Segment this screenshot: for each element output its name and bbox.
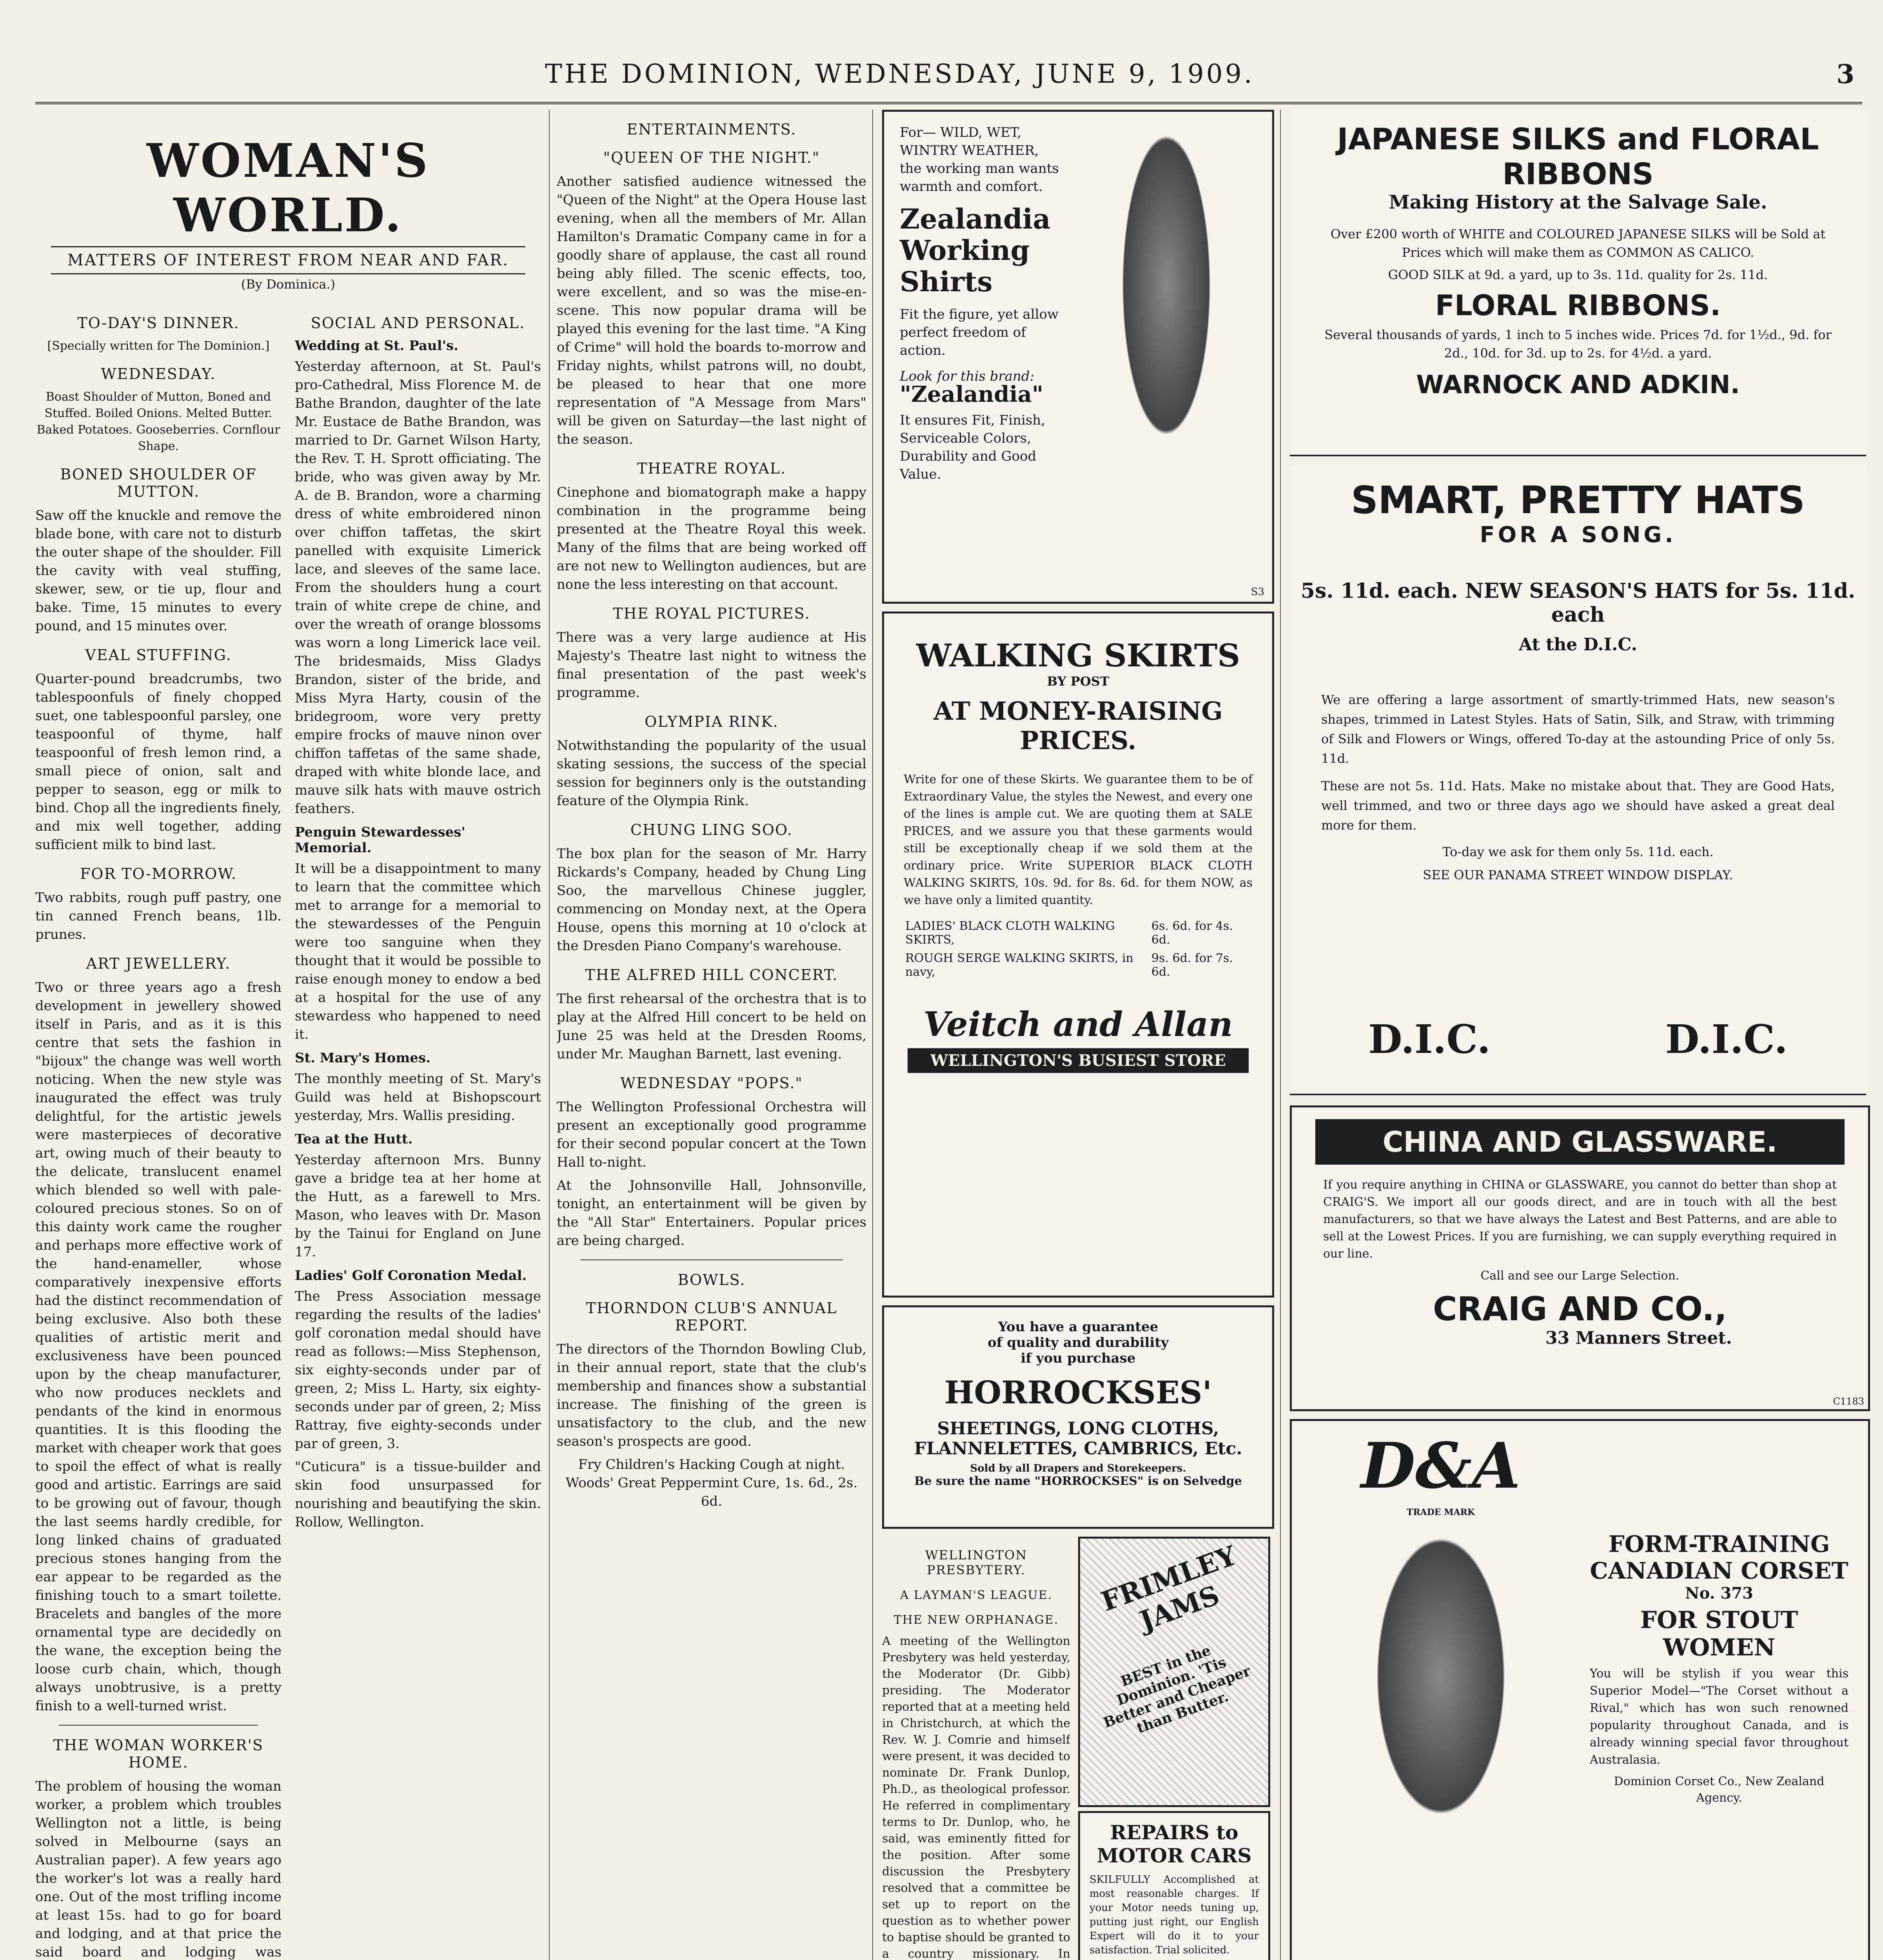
ad-body: You will be stylish if you wear this Superior Model—"The Corset without a Rival," which has won such renowned popularity throughout Canada, and is already winning special favor throughout Australasia.	[1590, 1667, 1848, 1767]
ad-line: Look for this brand:	[900, 368, 1035, 384]
ad-body: SKILFULLY Accomplished at most reasonable charges. If your Motor needs tuning up, putting just right, our English Expert will do it to your satisfaction. Trial solicited.	[1089, 1874, 1259, 1956]
subheading: THE NEW ORPHANAGE.	[893, 1613, 1059, 1627]
corset-ad	[1290, 1419, 1870, 1960]
ad-line: It ensures Fit, Finish, Serviceable Colors, Durability and Good Value.	[900, 412, 1046, 482]
womans-world-left-column	[35, 303, 281, 1960]
ad-text	[900, 123, 1064, 483]
ad-line: TRADE MARK	[1406, 1507, 1475, 1517]
ad-heading: FOR STOUT WOMEN	[1640, 1606, 1798, 1661]
ad-line: the working man wants warmth and comfort.	[900, 161, 1059, 194]
ad-heading: SMART, PRETTY HATS	[1351, 478, 1805, 522]
paragraph: It will be a disappointment to many to learn that the committee which met to arrange for a memorial to the stewardesses of the Penguin were too sanguine when they thought that it would be possible to raise enough money to endow a bed at a hospital for the use of any stewardess who happened to need it.	[295, 861, 541, 1042]
ad-subheading: Making History at the Salvage Sale.	[1389, 191, 1767, 213]
section-heading: ENTERTAINMENTS.	[626, 121, 797, 138]
craig-china-ad	[1290, 1105, 1870, 1411]
column-rule	[872, 110, 873, 1960]
paragraph: Yesterday afternoon Mrs. Bunny gave a bridge tea at her home at the Hutt, as a farewell to Mrs. Mason, who leaves with Dr. Mason by the Tainui for England on June 17.	[295, 1152, 541, 1260]
paragraph: Yesterday afternoon, at St. Paul's pro-Cathedral, Miss Florence M. de Bathe Brandon, daughter of the late Mr. Eustace de Bathe Brandon, was married to Dr. Garnet Wilson Harty, the Rev. T. H. Sprott officiating. The bride, who was given away by Mr. A. de B. Brandon, wore a charming dress of white embroidered ninon over chiffon taffetas, the skirt panelled with exquisite Limerick lace, and sleeves of the same lace. From the shoulders hung a court train of white crepe de chine, and over the wreath of orange blossoms was worn a long Limerick lace veil. The bridesmaids, Miss Gladys Brandon, sister of the bride, and Miss Myra Harty, cousin of the bridegroom, wore very pretty empire frocks of mauve ninon over chiffon taffetas of the same shade, draped with white blonde lace, and mauve silk hats with mauve ostrich feathers.	[295, 359, 541, 817]
price-row	[904, 949, 1249, 981]
ad-line: SHEETINGS, LONG CLOTHS, FLANNELETTES, CAMBRICS, Etc.	[914, 1419, 1242, 1459]
store-banner: WELLINGTON'S BUSIEST STORE	[908, 1048, 1249, 1073]
ad-text	[1590, 1531, 1848, 1811]
article-heading: OLYMPIA RINK.	[645, 713, 779, 730]
masthead-title: THE DOMINION, WEDNESDAY, JUNE 9, 1909.	[545, 59, 1255, 89]
subheading: A LAYMAN'S LEAGUE.	[900, 1588, 1053, 1602]
ad-line: Call and see our Large Selection.	[1480, 1269, 1680, 1283]
ad-heading: FORM-TRAINING CANADIAN CORSET	[1590, 1531, 1848, 1584]
item: ROUGH SERGE WALKING SKIRTS, in navy,	[905, 951, 1133, 979]
paragraph: Two rabbits, rough puff pastry, one tin canned French beans, 1lb. prunes.	[35, 890, 281, 942]
ad-line: No. 373	[1685, 1584, 1753, 1602]
article-heading: THE ALFRED HILL CONCERT.	[585, 966, 838, 984]
zealandia-ad	[882, 110, 1274, 604]
note: [Specially written for The Dominion.]	[47, 339, 270, 353]
ad-heading: REPAIRS to MOTOR CARS	[1097, 1821, 1252, 1867]
walking-skirts-ad	[882, 612, 1274, 1298]
section-heading: BOWLS.	[677, 1271, 746, 1289]
worker-illustration	[1080, 127, 1253, 578]
ad-line: if you purchase	[1020, 1350, 1136, 1366]
brand: Zealandia Working Shirts	[900, 203, 1051, 298]
divider	[59, 1725, 258, 1726]
price: 6s. 6d. for 4s. 6d.	[1151, 919, 1233, 947]
womans-world-right-column	[295, 303, 541, 1960]
ad-body: If you require anything in CHINA or GLASSWARE, you cannot do better than shop at CRAIG'S. We import all our goods direct, and are in touch with all the best manufacturers, so that we have always the Latest and Best Patterns, and are able to sell at the Lowest Prices. If you are furnishing, we can supply everything required in our line.	[1323, 1178, 1837, 1261]
article-heading: SOCIAL AND PERSONAL.	[311, 314, 525, 332]
article-heading: TO-DAY'S DINNER.	[77, 314, 240, 332]
paragraph: "Cuticura" is a tissue-builder and skin food unsurpassed for nourishing and beautifying the skin. Rollow, Wellington.	[295, 1459, 541, 1530]
paragraph: The monthly meeting of St. Mary's Guild was held at Bishopscourt yesterday, Mrs. Wallis presiding.	[295, 1071, 541, 1123]
article-heading: ART JEWELLERY.	[86, 955, 231, 972]
ad-line: 5s. 11d. each. NEW SEASON'S HATS for 5s. 11d. each	[1300, 579, 1856, 627]
paragraph: Quarter-pound breadcrumbs, two tablespoonfuls of finely chopped suet, one tablespoonful parsley, one teaspoonful of thyme, half teaspoonful of fresh lemon rind, a small piece of onion, salt and pepper to season, egg or milk to bind. Chop all the ingredients finely, and mix well together, adding sufficient milk to bind last.	[35, 671, 281, 853]
motor-repairs-ad	[1078, 1811, 1270, 1960]
subheading: WEDNESDAY.	[101, 365, 216, 383]
ad-line: BEST in the Dominion. 'Tis Better and Cheaper than Butter.	[1101, 1642, 1253, 1737]
frimley-ad	[1078, 1537, 1270, 1807]
paragraph: The directors of the Thorndon Bowling Club, in their annual report, state that the club's membership and finances show a substantial increase. The finishing of the green is unsatisfactory to the club, and the new season's prospects are good.	[557, 1341, 866, 1449]
paragraph: Notwithstanding the popularity of the usual skating sessions, the success of the special session for beginners only is the outstanding feature of the Olympia Rink.	[557, 738, 866, 809]
ad-line: To-day we ask for them only 5s. 11d. each.	[1442, 844, 1714, 859]
ad-body: These are not 5s. 11d. Hats. Make no mistake about that. They are Good Hats, well trimmed, and two or three days ago we should have asked a great deal more for them.	[1321, 779, 1835, 833]
brand: HORROCKSES'	[944, 1374, 1212, 1411]
ad-heading: WALKING SKIRTS	[916, 637, 1240, 674]
paragraph: Saw off the knuckle and remove the blade bone, with care not to disturb the outer shape of the shoulder. Fill the cavity with veal stuffing, skewer, sew, or tie up, flour and bake. Time, 15 minutes to every pound, and 15 minutes over.	[35, 508, 281, 634]
ad-body: Write for one of these Skirts. We guarantee them to be of Extraordinary Value, the styles the Newest, and every one of the lines is ample cut. We are quoting them at SALE PRICES, and we assure you that these garments would still be exceptionally cheap if we sold them at the ordinary price. Write SUPERIOR BLACK CLOTH WALKING SKIRTS, 10s. 9d. for 8s. 6d. for them NOW, as we have only a limited quantity.	[904, 773, 1253, 907]
ad-line: GOOD SILK at 9d. a yard, up to 3s. 11d. quality for 2s. 11d.	[1388, 267, 1768, 282]
subheading: BONED SHOULDER OF MUTTON.	[60, 466, 257, 500]
corset-illustration	[1315, 1531, 1566, 1946]
ad-line: SEE OUR PANAMA STREET WINDOW DISPLAY.	[1423, 867, 1733, 882]
subheading: Penguin Stewardesses' Memorial.	[295, 824, 465, 856]
price-table	[904, 917, 1249, 981]
ad-heading: JAPANESE SILKS and FLORAL RIBBONS	[1337, 122, 1819, 191]
brand: D&A	[1361, 1429, 1521, 1503]
horrockses-ad	[882, 1305, 1274, 1529]
byline: (By Dominica.)	[241, 277, 336, 292]
subheading: FOR TO-MORROW.	[80, 865, 237, 882]
subheading: St. Mary's Homes.	[295, 1050, 431, 1066]
item: LADIES' BLACK CLOTH WALKING SKIRTS,	[905, 919, 1115, 947]
paragraph: Two or three years ago a fresh development in jewellery showed itself in Paris, and as it is this centre that sets the fashion in "bijoux" the change was well worth noticing. When the new style was inaugurated the effect was truly delightful, for the artistic jewels were masterpieces of decorative art, owing much of their beauty to the delicate, translucent enamel which blended so well with pale-coloured precious stones. So on of this dainty work came the rougher and perhaps more effective work of the hand-enameller, whose comparatively inexpensive efforts had the distinct recommendation of being exclusive. Also both these qualities of artistic merit and exclusiveness have been pounced upon by the cheap manufacturer, who now produces necklets and pendants of the kind in enormous quantities. It is this flooding the market with cheaper work that goes to spoil the effect of what is really good and artistic. Earrings are said to be growing out of favour, though the last seems hardly credible, for long linked chains of graduated precious stones hanging from the ear appear to be regarded as the finishing touch to a smart toilette. Bracelets and bangles of the more ornamental type are decidedly on the wane, the exception being the loose curb chain, which, though always unobtrusive, is a pretty finish to a well-turned wrist.	[35, 980, 281, 1714]
article-heading: THORNDON CLUB'S ANNUAL REPORT.	[586, 1299, 837, 1334]
article-heading: WEDNESDAY "POPS."	[620, 1074, 803, 1092]
dic-hats-ad	[1290, 466, 1866, 1095]
ad-line: You have a guarantee	[998, 1319, 1158, 1335]
brand: FRIMLEY JAMS	[1097, 1540, 1241, 1637]
ad-line: Dominion Corset Co., New Zealand Agency.	[1614, 1775, 1825, 1805]
presbytery-section	[882, 1537, 1070, 1960]
article-heading: WELLINGTON PRESBYTERY.	[925, 1548, 1028, 1577]
paragraph: At the Johnsonville Hall, Johnsonville, tonight, an entertainment will be given by the "All Star" Entertainers. Popular prices are being charged.	[557, 1178, 866, 1249]
firm-name: CRAIG AND CO.,	[1433, 1290, 1727, 1328]
ad-line: Sold by all Drapers and Storekeepers.	[970, 1463, 1186, 1474]
subheading: Wedding at St. Paul's.	[295, 338, 459, 354]
article-heading: THE WOMAN WORKER'S HOME.	[53, 1737, 264, 1771]
paragraph: The box plan for the season of Mr. Harry Rickards's Company, headed by Chung Ling Soo, the marvellous Chinese juggler, commencing on Monday next, at the Opera House, opens this morning at 10 o'clock at the Dresden Piano Company's warehouse.	[557, 846, 866, 954]
price-row	[904, 917, 1249, 949]
paragraph: A meeting of the Wellington Presbytery was held yesterday, the Moderator (Dr. Gibb) presiding. The Moderator reported that at a meeting held in Christchurch, at which the Rev. W. J. Comrie and himself were present, it was decided to nominate Dr. Frank Dunlop, Ph.D., as theological professor. He referred in complimentary terms to Dr. Dunlop, who, he said, was eminently fitted for the position. After some discussion the Presbytery resolved that a committee be set up to report on the question as to whether power to baptise should be granted to a country missionary. In	[882, 1634, 1070, 1960]
subheading: Tea at the Hutt.	[295, 1131, 413, 1147]
address: 33 Manners Street.	[1545, 1328, 1732, 1348]
firm-name: WARNOCK AND ADKIN.	[1416, 370, 1740, 399]
paragraph: Another satisfied audience witnessed the "Queen of the Night" at the Opera House last evening, when all the members of Mr. Allan Hamilton's Dramatic Company came in for a goodly share of applause, the cast all round being ably filled. The scenic effects, too, were excellent, and so was the mise-en-scene. This now popular drama will be played this evening for the last time. "A King of Crime" will hold the boards to-morrow and Friday nights, whilst patrons will, no doubt, be pleased to hear that one more representation of "A Message from Mars" will be given on Saturday—the last night of the season.	[557, 174, 866, 447]
brand: D.I.C.	[1368, 1016, 1491, 1062]
paragraph: The first rehearsal of the orchestra that is to play at the Alfred Hill concert to be held on June 25 was held at the Dresden Rooms, under Mr. Maughan Barnett, last evening.	[557, 991, 866, 1062]
womans-world-section	[35, 110, 541, 1960]
page-number: 3	[1836, 59, 1854, 89]
divider	[580, 1259, 843, 1260]
ad-subheading: FOR A SONG.	[1480, 522, 1676, 548]
paragraph: The problem of housing the woman worker, a problem which troubles Wellington not a little, is being solved in Melbourne (says an Australian paper). A few years ago the worker's lot was a really hard one. Out of the most trifling income at least 15s. had to go for board and lodging, and at that price the said board and lodging was	[35, 1779, 281, 1960]
subheading: Ladies' Golf Coronation Medal.	[295, 1268, 527, 1283]
brand-mark: "Zealandia"	[900, 381, 1044, 407]
ad-heading: CHINA AND GLASSWARE.	[1315, 1119, 1845, 1165]
ad-body: Over £200 worth of WHITE and COLOURED JAPANESE SILKS will be Sold at Prices which will make them as COMMON AS CALICO.	[1330, 227, 1826, 260]
article-heading: CHUNG LING SOO.	[630, 821, 793, 838]
brand: Veitch and Allan	[923, 1005, 1233, 1044]
column-rule	[549, 110, 550, 1960]
column-rule	[1280, 110, 1281, 1960]
ad-line: For— WILD, WET, WINTRY WEATHER,	[900, 125, 1039, 158]
article-heading: THE ROYAL PICTURES.	[613, 605, 810, 622]
article-heading: THEATRE ROYAL.	[637, 460, 786, 477]
brand: D.I.C.	[1665, 1016, 1788, 1062]
silks-ad	[1290, 110, 1866, 456]
masthead	[35, 59, 1862, 104]
ad-line: Fry Children's Hacking Cough at night. Woods' Great Peppermint Cure, 1s. 6d., 2s. 6d.	[565, 1457, 858, 1509]
ad-line: of quality and durability	[988, 1335, 1169, 1350]
ad-code: S3	[1251, 586, 1264, 598]
article-heading: "QUEEN OF THE NIGHT."	[603, 149, 820, 166]
ad-heading: AT MONEY-RAISING PRICES.	[933, 697, 1223, 755]
ad-subheading: BY POST	[1047, 674, 1109, 689]
menu: Boast Shoulder of Mutton, Boned and Stuffed. Boiled Onions. Melted Butter. Baked Potatoes. Gooseberries. Cornflour Shape.	[36, 390, 280, 453]
ad-line: Be sure the name "HORROCKSES" is on Selvedge	[914, 1474, 1242, 1488]
paragraph: There was a very large audience at His Majesty's Theatre last night to witness the final presentation of the past week's programme.	[557, 630, 866, 701]
paragraph: Cinephone and biomatograph make a happy combination in the programme being presented at the Theatre Royal this week. Many of the films that are being worked off are not new to Wellington audiences, but are none the less interesting on that account.	[557, 485, 866, 592]
ad-body: Several thousands of yards, 1 inch to 5 inches wide. Prices 7d. for 1½d., 9d. for 2d., 10d. for 3d. up to 2s. for 4½d. a yard.	[1324, 327, 1832, 361]
ad-line: At the D.I.C.	[1518, 635, 1637, 655]
entertainments-section	[557, 110, 866, 1960]
section-subtitle: MATTERS OF INTEREST FROM NEAR AND FAR.	[51, 246, 525, 274]
paragraph: The Wellington Professional Orchestra will present an exceptionally good programme for their second popular concert at the Town Hall to-night.	[557, 1099, 866, 1170]
price: 9s. 6d. for 7s. 6d.	[1151, 951, 1233, 979]
section-title: WOMAN'S WORLD.	[147, 133, 430, 242]
paragraph: The Press Association message regarding the results of the ladies' golf coronation medal should have read as follows:—Miss Stephenson, six eighty-seconds under par of green, 2; Miss L. Harty, six eighty-seconds under par of green, 2; Miss Rattray, five eighty-seconds under par of green, 3.	[295, 1289, 541, 1452]
ad-body: We are offering a large assortment of smartly-trimmed Hats, new season's shapes, trimmed in Latest Styles. Hats of Satin, Silk, and Straw, with trimming of Silk and Flowers or Wings, offered To-day at the astounding Price of only 5s. 11d.	[1321, 692, 1835, 766]
ad-code: C1183	[1833, 1396, 1864, 1407]
ad-heading: FLORAL RIBBONS.	[1435, 289, 1721, 322]
subheading: VEAL STUFFING.	[85, 646, 232, 664]
ad-line: Fit the figure, yet allow perfect freedom of action.	[900, 307, 1059, 358]
